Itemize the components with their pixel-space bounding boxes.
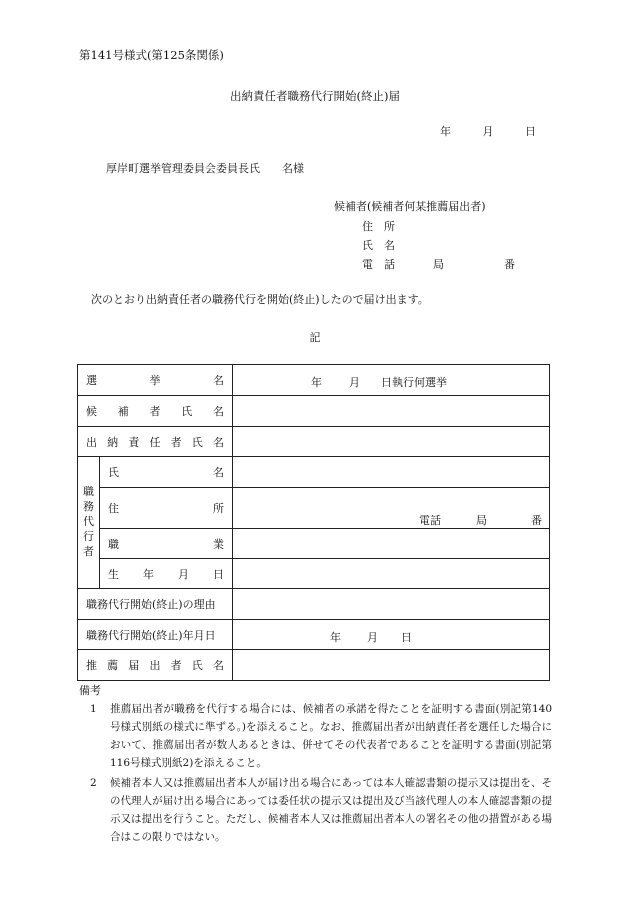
addressee: 厚岸町選挙管理委員会委員長氏 名様 <box>106 162 304 175</box>
candidate-name-label <box>362 240 395 251</box>
date-value-month: 月 <box>367 631 378 644</box>
phone-char-1: 電 <box>362 258 373 271</box>
row-candidate-name <box>78 396 550 427</box>
date-value[interactable] <box>233 620 550 650</box>
election-value[interactable] <box>233 365 550 396</box>
agent-phone-kyoku: 局 <box>476 514 487 527</box>
date-value-day: 日 <box>401 631 412 644</box>
candidate-address-label <box>362 221 395 232</box>
agent-address-value[interactable] <box>233 488 550 529</box>
treasurer-name-label: 出 納 責 任 者 氏 名 <box>78 427 233 457</box>
remark-number: 2 <box>90 777 97 789</box>
agent-group-label: 職 務 代 行 者 <box>78 457 100 589</box>
agent-occupation-label: 職 業 <box>100 529 233 559</box>
row-agent-name <box>78 457 550 488</box>
candidate-heading: 候補者(候補者何某推薦届出者) <box>334 200 486 213</box>
phone-char-2: 話 <box>384 258 395 271</box>
document-title: 出納責任者職務代行開始(終止)届 <box>230 89 400 103</box>
date-day: 日 <box>525 125 536 138</box>
row-reason <box>78 589 550 620</box>
reason-label: 職務代行開始(終止)の理由 <box>78 589 233 620</box>
address-char-1: 住 <box>362 220 373 233</box>
remark-text: 推薦届出者が職務を代行する場合には、候補者の承諾を得たことを証明する書面(別記第140号様式別紙の様式に準ずる。)を添えること。なお、推薦届出者が出納責任者を選任した場合において、推薦届出者が数人あるときは、併せてその代表者であることを証明する書面(別記第116号様式別紙2)を添えること。 <box>110 703 552 769</box>
form-table <box>77 364 550 681</box>
candidate-phone-label <box>362 259 515 270</box>
row-agent-address <box>78 488 550 529</box>
agent-birth-label: 生 年 月 日 <box>100 559 233 589</box>
row-agent-birth <box>78 559 550 589</box>
remarks-title: 備考 <box>79 684 101 697</box>
form-number: 第141号様式(第125条関係) <box>79 48 224 62</box>
remark-number: 1 <box>90 703 97 715</box>
ki-heading: 記 <box>309 331 321 344</box>
agent-address-label: 住 所 <box>100 488 233 529</box>
candidate-name-value[interactable] <box>233 396 550 427</box>
remark-text: 候補者本人又は推薦届出者本人が届け出る場合にあっては本人確認書類の提示又は提出を、その代理人が届け出る場合にあっては委任状の提示又は提出及び当該代理人の本人確認書類の提示又は提出を行うこと。ただし、候補者本人又は推薦届出者本人の署名その他の措置がある場合はこの限りではない。 <box>110 777 552 843</box>
address-char-2: 所 <box>384 220 395 233</box>
date-value-year: 年 <box>330 631 341 644</box>
election-label: 選 挙 名 <box>78 365 233 396</box>
row-election <box>78 365 550 396</box>
election-year: 年 <box>311 376 322 389</box>
phone-ban: 番 <box>504 258 515 271</box>
date-line <box>440 126 536 137</box>
date-label: 職務代行開始(終止)年月日 <box>78 620 233 650</box>
election-day-text: 日執行何選挙 <box>381 376 447 389</box>
row-recommender <box>78 650 550 681</box>
candidate-name-label-cell: 候 補 者 氏 名 <box>78 396 233 427</box>
row-date <box>78 620 550 650</box>
agent-name-value[interactable] <box>233 457 550 488</box>
row-treasurer-name <box>78 427 550 457</box>
agent-occupation-value[interactable] <box>233 529 550 559</box>
election-month: 月 <box>349 376 360 389</box>
name-char-1: 氏 <box>362 239 373 252</box>
agent-phone-ban: 番 <box>531 514 542 527</box>
recommender-label: 推 薦 届 出 者 氏 名 <box>78 650 233 681</box>
agent-name-label: 氏 名 <box>100 457 233 488</box>
row-agent-occupation <box>78 529 550 559</box>
name-char-2: 名 <box>384 239 395 252</box>
agent-phone-label: 電話 <box>419 514 441 527</box>
date-month: 月 <box>482 125 494 138</box>
reason-value[interactable] <box>233 589 550 620</box>
remark-note-2 <box>90 774 552 846</box>
treasurer-name-value[interactable] <box>233 427 550 457</box>
date-year: 年 <box>440 125 451 138</box>
phone-kyoku: 局 <box>433 258 444 271</box>
intro-text: 次のとおり出納責任者の職務代行を開始(終止)したので届け出ます。 <box>91 293 429 306</box>
recommender-value[interactable] <box>233 650 550 681</box>
agent-birth-value[interactable] <box>233 559 550 589</box>
remark-note-1 <box>90 700 552 772</box>
